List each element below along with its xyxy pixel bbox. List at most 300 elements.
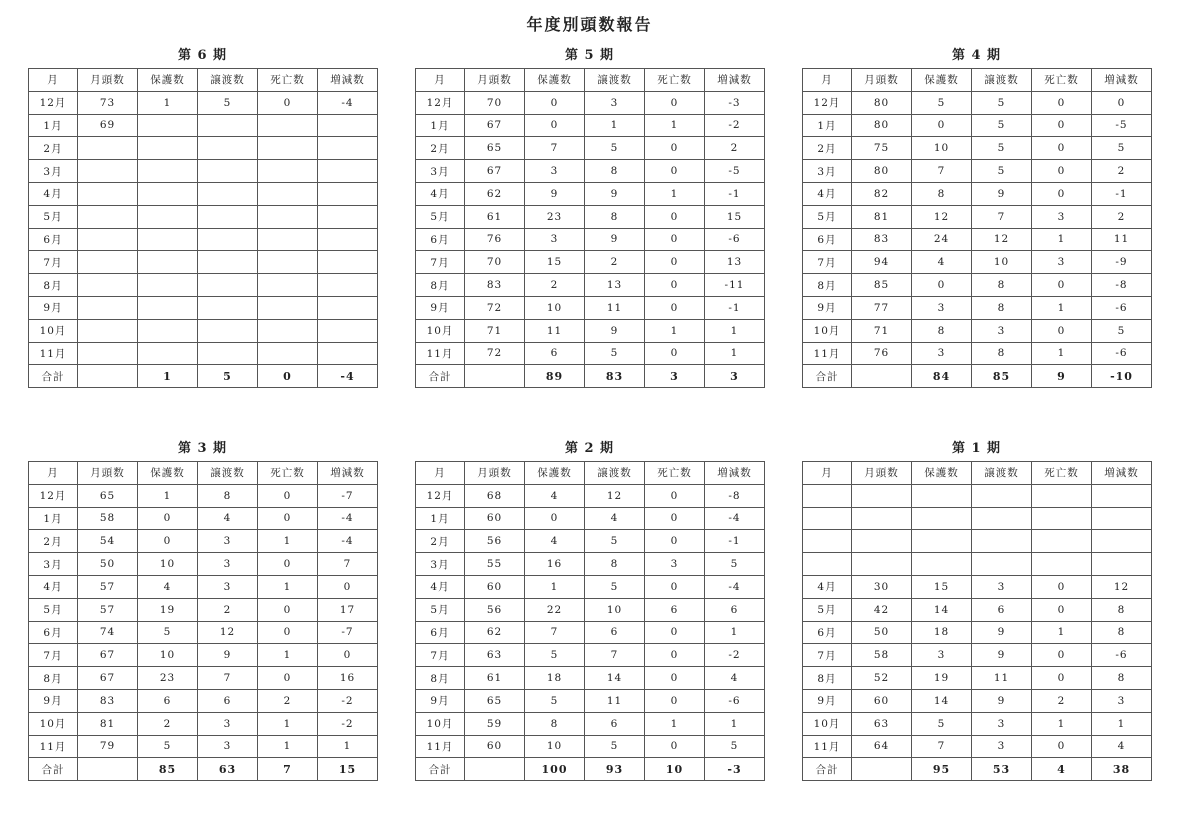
value-cell: 4 — [525, 530, 585, 553]
table-row — [29, 530, 378, 553]
value-cell: 0 — [645, 274, 705, 297]
month-cell: 10月 — [803, 319, 852, 342]
value-cell — [1092, 553, 1152, 576]
value-cell — [318, 342, 378, 365]
month-cell: 9月 — [416, 689, 465, 712]
value-cell — [258, 114, 318, 137]
period-title: 第 4 期 — [951, 48, 1002, 63]
value-cell: 0 — [645, 575, 705, 598]
value-cell: -4 — [318, 91, 378, 114]
value-cell — [258, 205, 318, 228]
value-cell: 17 — [318, 598, 378, 621]
value-cell — [198, 342, 258, 365]
value-cell: 16 — [525, 553, 585, 576]
table-row — [29, 644, 378, 667]
value-cell — [78, 228, 138, 251]
month-cell: 1月 — [416, 507, 465, 530]
value-cell: 14 — [912, 689, 972, 712]
column-header: 保護数 — [525, 462, 585, 485]
value-cell: -5 — [705, 160, 765, 183]
value-cell: 70 — [465, 251, 525, 274]
value-cell: 1 — [645, 319, 705, 342]
value-cell: -2 — [705, 114, 765, 137]
value-cell: 0 — [1032, 598, 1092, 621]
table-row — [29, 553, 378, 576]
value-cell: 10 — [138, 553, 198, 576]
month-cell: 8月 — [29, 667, 78, 690]
table-row — [29, 484, 378, 507]
value-cell — [912, 484, 972, 507]
table-row — [29, 575, 378, 598]
column-header: 月 — [29, 69, 78, 92]
value-cell — [1032, 530, 1092, 553]
month-cell: 7月 — [29, 251, 78, 274]
value-cell: 67 — [465, 114, 525, 137]
value-cell — [198, 296, 258, 319]
value-cell — [78, 251, 138, 274]
value-cell: 80 — [852, 91, 912, 114]
value-cell: 23 — [525, 205, 585, 228]
column-header: 増減数 — [318, 462, 378, 485]
table-row — [803, 182, 1152, 205]
value-cell: 8 — [1092, 598, 1152, 621]
value-cell: 50 — [852, 621, 912, 644]
value-cell: 8 — [972, 296, 1032, 319]
value-cell: 4 — [1092, 735, 1152, 758]
column-header: 増減数 — [318, 69, 378, 92]
value-cell: 50 — [78, 553, 138, 576]
total-label: 合計 — [416, 758, 465, 781]
value-cell: 1 — [258, 735, 318, 758]
value-cell: 11 — [585, 689, 645, 712]
value-cell: -6 — [1092, 644, 1152, 667]
value-cell: 0 — [1032, 575, 1092, 598]
value-cell: 19 — [912, 667, 972, 690]
value-cell — [318, 137, 378, 160]
table-row — [29, 507, 378, 530]
total-cell: 84 — [912, 365, 972, 388]
column-header: 譲渡数 — [972, 69, 1032, 92]
value-cell — [198, 137, 258, 160]
value-cell — [198, 182, 258, 205]
value-cell: 83 — [78, 689, 138, 712]
month-cell: 7月 — [803, 251, 852, 274]
table-header-row — [803, 462, 1152, 485]
value-cell — [78, 274, 138, 297]
table-row — [416, 667, 765, 690]
value-cell: 60 — [465, 575, 525, 598]
period-table — [28, 461, 378, 781]
value-cell: -2 — [318, 689, 378, 712]
value-cell: -7 — [318, 484, 378, 507]
value-cell: 5 — [585, 735, 645, 758]
month-cell: 9月 — [803, 689, 852, 712]
column-header: 死亡数 — [645, 69, 705, 92]
table-header-row — [29, 462, 378, 485]
total-cell — [852, 365, 912, 388]
value-cell: 0 — [1032, 91, 1092, 114]
value-cell: 18 — [912, 621, 972, 644]
value-cell: 9 — [198, 644, 258, 667]
month-cell: 6月 — [416, 621, 465, 644]
value-cell — [318, 114, 378, 137]
value-cell: 56 — [465, 530, 525, 553]
table-row — [416, 735, 765, 758]
month-cell: 9月 — [29, 689, 78, 712]
value-cell: 71 — [465, 319, 525, 342]
month-cell: 5月 — [416, 598, 465, 621]
value-cell — [258, 342, 318, 365]
table-row — [803, 91, 1152, 114]
value-cell — [1092, 484, 1152, 507]
period-title: 第 2 期 — [564, 441, 615, 456]
value-cell: 3 — [645, 553, 705, 576]
month-cell: 5月 — [29, 205, 78, 228]
column-header: 死亡数 — [1032, 462, 1092, 485]
value-cell: 1 — [138, 484, 198, 507]
value-cell: 2 — [258, 689, 318, 712]
value-cell: 1 — [1032, 228, 1092, 251]
value-cell: 0 — [645, 228, 705, 251]
value-cell: 67 — [465, 160, 525, 183]
value-cell — [318, 205, 378, 228]
table-row — [416, 205, 765, 228]
month-cell: 4月 — [416, 182, 465, 205]
value-cell: 5 — [705, 553, 765, 576]
column-header: 保護数 — [138, 69, 198, 92]
table-row — [29, 160, 378, 183]
value-cell: 1 — [1032, 342, 1092, 365]
value-cell: -8 — [1092, 274, 1152, 297]
total-cell: 83 — [585, 365, 645, 388]
table-row — [803, 274, 1152, 297]
value-cell: 8 — [525, 712, 585, 735]
month-cell: 11月 — [803, 735, 852, 758]
table-row — [416, 621, 765, 644]
month-cell — [803, 507, 852, 530]
total-label: 合計 — [803, 758, 852, 781]
column-header: 増減数 — [705, 462, 765, 485]
value-cell: 73 — [78, 91, 138, 114]
total-cell — [78, 758, 138, 781]
value-cell: 8 — [1092, 667, 1152, 690]
value-cell: 4 — [912, 251, 972, 274]
value-cell: 6 — [585, 621, 645, 644]
value-cell: 1 — [138, 91, 198, 114]
month-cell: 8月 — [29, 274, 78, 297]
value-cell — [972, 484, 1032, 507]
value-cell — [198, 205, 258, 228]
period-title: 第 3 期 — [177, 441, 228, 456]
total-cell: 0 — [258, 365, 318, 388]
value-cell: 11 — [585, 296, 645, 319]
column-header: 月頭数 — [852, 69, 912, 92]
month-cell: 7月 — [416, 251, 465, 274]
month-cell: 3月 — [416, 160, 465, 183]
month-cell: 9月 — [416, 296, 465, 319]
value-cell: 56 — [465, 598, 525, 621]
month-cell: 9月 — [803, 296, 852, 319]
period-table — [802, 461, 1152, 781]
column-header: 保護数 — [912, 462, 972, 485]
value-cell: 0 — [645, 296, 705, 319]
value-cell: 0 — [1032, 182, 1092, 205]
value-cell: 9 — [972, 182, 1032, 205]
column-header: 保護数 — [912, 69, 972, 92]
value-cell: 11 — [525, 319, 585, 342]
value-cell: 59 — [465, 712, 525, 735]
value-cell: 0 — [138, 530, 198, 553]
total-row — [416, 365, 765, 388]
value-cell: 1 — [318, 735, 378, 758]
value-cell: 24 — [912, 228, 972, 251]
value-cell: 22 — [525, 598, 585, 621]
table-row — [29, 667, 378, 690]
table-row — [803, 530, 1152, 553]
value-cell: 0 — [138, 507, 198, 530]
total-cell: 38 — [1092, 758, 1152, 781]
table-row — [803, 575, 1152, 598]
column-header: 死亡数 — [1032, 69, 1092, 92]
value-cell: 0 — [645, 667, 705, 690]
value-cell: 0 — [645, 507, 705, 530]
month-cell: 12月 — [29, 91, 78, 114]
total-row — [29, 758, 378, 781]
total-row — [803, 758, 1152, 781]
value-cell: 63 — [852, 712, 912, 735]
value-cell: 8 — [585, 160, 645, 183]
month-cell: 4月 — [29, 575, 78, 598]
value-cell — [972, 507, 1032, 530]
column-header: 月頭数 — [78, 462, 138, 485]
month-cell: 2月 — [29, 137, 78, 160]
value-cell — [258, 319, 318, 342]
table-header-row — [416, 69, 765, 92]
value-cell: 9 — [585, 182, 645, 205]
total-cell: 89 — [525, 365, 585, 388]
table-row — [803, 319, 1152, 342]
value-cell — [138, 274, 198, 297]
month-cell: 3月 — [803, 160, 852, 183]
value-cell: 8 — [1092, 621, 1152, 644]
table-row — [29, 319, 378, 342]
month-cell: 8月 — [416, 274, 465, 297]
value-cell: 3 — [198, 735, 258, 758]
month-cell: 10月 — [416, 319, 465, 342]
table-row — [803, 553, 1152, 576]
value-cell: 0 — [645, 251, 705, 274]
value-cell: 7 — [912, 160, 972, 183]
value-cell: -4 — [318, 530, 378, 553]
month-cell: 5月 — [803, 205, 852, 228]
value-cell: 0 — [1032, 644, 1092, 667]
month-cell: 4月 — [416, 575, 465, 598]
value-cell: -2 — [318, 712, 378, 735]
period-title: 第 6 期 — [177, 48, 228, 63]
value-cell: 3 — [1032, 251, 1092, 274]
value-cell: 16 — [318, 667, 378, 690]
table-row — [29, 598, 378, 621]
value-cell: 11 — [972, 667, 1032, 690]
total-cell — [465, 758, 525, 781]
value-cell — [198, 319, 258, 342]
value-cell: 82 — [852, 182, 912, 205]
value-cell: 12 — [585, 484, 645, 507]
value-cell — [318, 296, 378, 319]
value-cell: 52 — [852, 667, 912, 690]
value-cell: 3 — [972, 319, 1032, 342]
value-cell: 0 — [645, 137, 705, 160]
value-cell: 83 — [465, 274, 525, 297]
month-cell: 11月 — [416, 735, 465, 758]
value-cell: 64 — [852, 735, 912, 758]
value-cell: 0 — [258, 667, 318, 690]
period-panel — [802, 439, 1151, 781]
value-cell: 5 — [525, 689, 585, 712]
column-header: 月 — [803, 462, 852, 485]
value-cell — [138, 182, 198, 205]
table-row — [416, 160, 765, 183]
month-cell: 1月 — [803, 114, 852, 137]
value-cell — [138, 228, 198, 251]
value-cell: 18 — [525, 667, 585, 690]
column-header: 月 — [29, 462, 78, 485]
month-cell: 11月 — [29, 735, 78, 758]
value-cell: 2 — [1092, 205, 1152, 228]
value-cell: 5 — [198, 91, 258, 114]
value-cell: 3 — [198, 530, 258, 553]
column-header: 月頭数 — [852, 462, 912, 485]
value-cell: 1 — [1032, 712, 1092, 735]
month-cell: 2月 — [416, 530, 465, 553]
column-header: 譲渡数 — [585, 462, 645, 485]
table-row — [416, 575, 765, 598]
value-cell: 10 — [525, 296, 585, 319]
value-cell: 10 — [138, 644, 198, 667]
value-cell: 42 — [852, 598, 912, 621]
value-cell: 1 — [705, 712, 765, 735]
value-cell: 5 — [585, 530, 645, 553]
value-cell: -6 — [1092, 296, 1152, 319]
value-cell: 60 — [465, 507, 525, 530]
value-cell: 0 — [258, 484, 318, 507]
value-cell: 4 — [138, 575, 198, 598]
table-row — [803, 160, 1152, 183]
value-cell — [198, 160, 258, 183]
table-row — [803, 712, 1152, 735]
value-cell: 0 — [258, 598, 318, 621]
value-cell: 0 — [645, 342, 705, 365]
value-cell: 0 — [645, 160, 705, 183]
month-cell: 9月 — [29, 296, 78, 319]
value-cell: 12 — [912, 205, 972, 228]
table-row — [416, 274, 765, 297]
period-table — [415, 68, 765, 388]
table-row — [29, 274, 378, 297]
table-row — [29, 182, 378, 205]
value-cell: 3 — [912, 296, 972, 319]
value-cell: 6 — [705, 598, 765, 621]
value-cell — [1032, 507, 1092, 530]
table-row — [803, 667, 1152, 690]
total-cell: 95 — [912, 758, 972, 781]
value-cell: 68 — [465, 484, 525, 507]
value-cell: 1 — [705, 319, 765, 342]
value-cell — [258, 296, 318, 319]
column-header: 死亡数 — [258, 69, 318, 92]
value-cell: 0 — [258, 553, 318, 576]
value-cell — [138, 160, 198, 183]
value-cell: 1 — [585, 114, 645, 137]
total-label: 合計 — [29, 365, 78, 388]
value-cell: 1 — [1032, 621, 1092, 644]
value-cell: 6 — [972, 598, 1032, 621]
value-cell: 1 — [1032, 296, 1092, 319]
value-cell — [258, 137, 318, 160]
value-cell: -4 — [705, 507, 765, 530]
table-row — [803, 205, 1152, 228]
total-cell — [465, 365, 525, 388]
table-header-row — [29, 69, 378, 92]
value-cell — [138, 296, 198, 319]
value-cell — [912, 553, 972, 576]
month-cell: 11月 — [29, 342, 78, 365]
value-cell: 11 — [1092, 228, 1152, 251]
value-cell: 5 — [138, 735, 198, 758]
table-row — [416, 712, 765, 735]
value-cell — [78, 319, 138, 342]
value-cell: 8 — [972, 274, 1032, 297]
total-cell: 5 — [198, 365, 258, 388]
value-cell: 5 — [1092, 319, 1152, 342]
month-cell: 3月 — [29, 553, 78, 576]
value-cell: 3 — [585, 91, 645, 114]
month-cell: 7月 — [803, 644, 852, 667]
value-cell: 7 — [972, 205, 1032, 228]
value-cell: 7 — [198, 667, 258, 690]
value-cell — [318, 228, 378, 251]
value-cell: 9 — [585, 319, 645, 342]
period-table — [802, 68, 1152, 388]
value-cell: 3 — [198, 553, 258, 576]
period-panel — [28, 46, 377, 388]
table-row — [29, 251, 378, 274]
total-cell: -4 — [318, 365, 378, 388]
column-header: 月頭数 — [78, 69, 138, 92]
value-cell: 0 — [645, 689, 705, 712]
value-cell — [852, 484, 912, 507]
value-cell: -1 — [705, 182, 765, 205]
value-cell: 5 — [138, 621, 198, 644]
value-cell: 4 — [585, 507, 645, 530]
value-cell: 3 — [525, 160, 585, 183]
value-cell: 10 — [585, 598, 645, 621]
value-cell — [138, 205, 198, 228]
table-row — [416, 342, 765, 365]
column-header: 月頭数 — [465, 462, 525, 485]
month-cell: 12月 — [416, 91, 465, 114]
value-cell — [1092, 530, 1152, 553]
table-row — [416, 91, 765, 114]
value-cell: 81 — [78, 712, 138, 735]
month-cell: 7月 — [29, 644, 78, 667]
value-cell: 94 — [852, 251, 912, 274]
value-cell: -7 — [318, 621, 378, 644]
value-cell: 80 — [852, 114, 912, 137]
value-cell: 12 — [972, 228, 1032, 251]
table-row — [803, 342, 1152, 365]
total-cell: 53 — [972, 758, 1032, 781]
